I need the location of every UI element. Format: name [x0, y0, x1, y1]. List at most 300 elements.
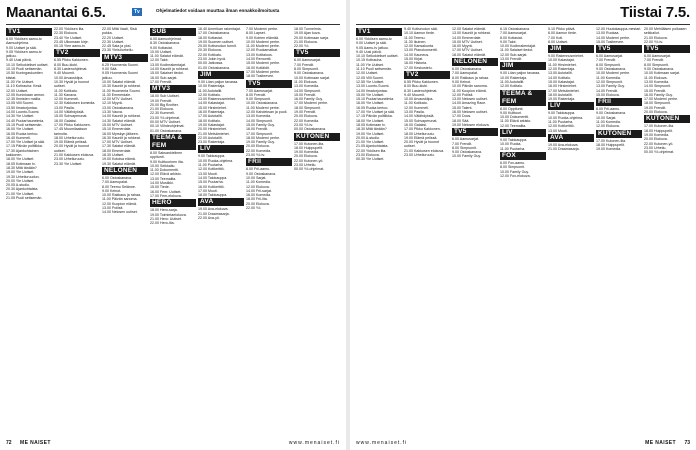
program-listing: 23.00 Urheilu.: [294, 163, 317, 168]
program-listing: 21.00 Kakkosen elokuva.: [404, 148, 445, 153]
program-listing: 12.00 Kansakunta.: [404, 44, 434, 49]
program-listing: 11.00 Puutarha.: [548, 120, 574, 125]
program-listing: 10.00 Kodinrakentajat.: [500, 44, 536, 49]
program-listing: 19.00 Frendit.: [150, 98, 173, 103]
listing-column: [404, 27, 450, 429]
program-listing: 10.00 Seikkailu.: [150, 163, 176, 168]
program-listing: 17.00 Kutonen-ilta.: [596, 138, 627, 143]
channel-header: JIM: [500, 62, 546, 70]
program-listing: 6.00 Fox-aamu.: [500, 160, 526, 165]
program-listing: 9.00 Talokauppa.: [198, 154, 226, 159]
magazine-brand: ME NAISET: [20, 440, 51, 446]
program-listing: 00.00 Yö-ohjelmat.: [294, 167, 325, 172]
channel-header: TV1: [356, 28, 402, 36]
program-listing: 14.00 Emmerdale.: [452, 35, 482, 40]
program-listing: 19.00 Frendit.: [294, 110, 317, 115]
program-listing: 10.15 Puoli seitsemän.: [6, 67, 43, 72]
program-listing: 15.00 Family Guy.: [246, 122, 275, 127]
program-listing: 15.00 Sohvaperunat.: [404, 118, 438, 123]
program-listing: 18.00 Huippupelit.: [644, 128, 673, 133]
program-listing: 9.05 Aamu-tv jatkuu.: [356, 45, 389, 50]
program-listing: 11.10 Puoli seitsemän.: [356, 67, 393, 72]
program-listing: 16.40 Amerikan rakentajat.: [198, 27, 241, 31]
program-listing: 19.00 Komedia.: [596, 147, 622, 152]
program-listing: 17.00 MTV Uutiset.: [102, 140, 133, 145]
program-listing: 8.00 Teemu Selänne.: [102, 184, 136, 189]
program-listing: 22.00 Kotikatu.: [198, 52, 222, 57]
channel-header: LIV: [548, 102, 594, 110]
program-listing: 13.00 Ruokaa.: [596, 31, 620, 36]
program-listing: 14.00 Talokauppa.: [198, 175, 228, 180]
program-listing: 6.00 Aamusarjat.: [452, 137, 479, 142]
program-listing: 10.00 Rakkaus ja rahaa.: [102, 193, 141, 198]
program-listing: 13.00 Muoti.: [548, 128, 568, 133]
magazine-url: www.menaiset.fi: [356, 440, 408, 446]
channel-header: NELONEN: [452, 58, 498, 66]
program-listing: 17.30 Ajankohtainen kakkonen.: [6, 148, 39, 158]
program-listing: 20.30 Elokuva.: [198, 48, 222, 53]
program-listing: 10.00 Salatut elämät.: [102, 79, 136, 84]
program-listing: 9.00 Kotiasiat.: [150, 45, 173, 50]
program-listing: 11.00 Salaiset tiedot.: [500, 48, 534, 53]
program-listing: 22.00 Kutonen-yö.: [294, 158, 324, 163]
program-listing: 16.00 Frendit.: [246, 127, 269, 132]
program-listing: 00.10 Viihdeohjelmat.: [150, 124, 185, 129]
program-listing: 17.00 Fem-elokuva.: [150, 193, 182, 198]
page-number: 73: [684, 440, 690, 446]
program-listing: 14.00 Amazing Race.: [452, 101, 487, 106]
program-listing: 10.00 Sarjat.: [596, 115, 617, 120]
program-listing: 12.00 Kotitalo.: [500, 84, 523, 89]
program-listing: 16.00 Historia.: [404, 61, 428, 66]
program-listing: 18.00 Urheiluruutu.: [404, 131, 435, 136]
channel-header: TV5: [596, 45, 642, 53]
listing-column: [356, 27, 402, 429]
program-listing: 10.00 Rakentaja.: [500, 75, 528, 80]
program-listing: 10.50 Kuningaskuntien kiistat.: [6, 71, 43, 80]
channel-header: FRII: [596, 98, 642, 106]
program-listing: 19.00 Suomen uutiset.: [198, 39, 234, 44]
channel-header: TEEMA & FEM: [500, 90, 546, 106]
program-listing: 21.00 Draamasarja.: [548, 147, 580, 152]
program-listing: 18.00 Sää.: [452, 118, 470, 123]
program-listing: 17.00 Kutonen-ilta.: [644, 124, 675, 129]
program-listing: 9.40 Kotiseudun sää.: [404, 27, 438, 31]
program-listing: 22.00 Ykkösen ilta.: [54, 27, 85, 31]
program-listing: 6.00 Ostoskanava.: [452, 67, 482, 72]
program-listing: 9.00 Talot.: [500, 39, 517, 44]
program-listing: 11.00 Kotikatu.: [54, 88, 78, 93]
program-listing: 12.00 Huutokauppa-mestari.: [596, 27, 642, 31]
program-listing: 13.00 Nelosen uutiset.: [452, 97, 488, 102]
program-listing: 00.00 MTV Uutiset.: [150, 120, 181, 125]
program-listing: 10.00 Kalastajat.: [548, 58, 575, 63]
program-listing: 8.00 Simpsonit.: [452, 145, 477, 150]
program-listing: 13.00 Ostoskanava.: [102, 105, 134, 110]
program-listing: 8.00 Simpsonit.: [644, 62, 669, 67]
program-listing: 12.00 Elokuva.: [246, 184, 270, 189]
program-listing: 7.00 Koti.: [548, 35, 564, 40]
program-listing: 11.00 Elävä arkisto.: [500, 119, 532, 124]
program-listing: 15.00 MTV Uutiset.: [102, 122, 133, 127]
listing-column: [198, 27, 244, 429]
program-listing: 17.00 Docs.: [452, 114, 472, 119]
program-listing: 14.00 Simpsonit.: [644, 84, 671, 89]
program-listing: 6.00 Aamusarjat.: [644, 54, 671, 59]
program-listing: 21.00 Elokuva.: [150, 107, 174, 112]
program-listing: 10.00 Uutiset.: [150, 49, 173, 54]
program-listing: 23.00 Jokin hyvä.: [198, 57, 226, 62]
program-listing: 17.00 MTV Uutiset.: [452, 48, 483, 53]
program-listing: 20.00 Elokuva.: [644, 110, 668, 115]
program-listing: 8.00 Frii-aamu.: [246, 167, 271, 172]
program-listing: 19.30 Salatut elämät.: [102, 161, 136, 166]
program-listing: 11.00 Komedia.: [596, 75, 621, 80]
program-listing: 14.00 Nelosen uutiset.: [102, 210, 138, 215]
left-page-footer: [6, 436, 340, 446]
program-listing: 9.00 Ostoskanava.: [246, 171, 276, 176]
program-listing: 17.00 Moderni perhe.: [644, 97, 679, 102]
section-tag: Tv: [134, 9, 140, 15]
program-listing: 6.25 Huomenta Suomi.: [102, 62, 139, 67]
program-listing: 16.05 Ruoka kertoo.: [356, 105, 389, 110]
program-listing: 14.00 Ilmatorjuntaa.: [356, 88, 388, 93]
program-listing: 6.00 Aamusarjat.: [596, 54, 623, 59]
program-listing: 16.00 Galaksi.: [54, 118, 77, 123]
program-listing: 22.00 Komedia.: [246, 148, 272, 153]
program-listing: 12.00 Kotikeittiö.: [548, 124, 575, 129]
program-listing: 16.00 Hirsimiehet.: [548, 84, 577, 89]
program-listing: 10.00 Moderni perhe.: [596, 71, 631, 76]
program-listing: 12.00 Fox-elokuva.: [500, 173, 531, 178]
program-listing: 7.00 Frendit.: [644, 58, 665, 63]
program-listing: 14.30 Salatut elämät.: [102, 118, 136, 123]
program-listing: 18.00 Kotitalo.: [198, 118, 221, 123]
program-listing: 18.00 Huippupelit.: [596, 142, 625, 147]
program-listing: 15.00 Hirsimiehet.: [198, 105, 227, 110]
program-listing: 23.00 Urheilu.: [644, 145, 667, 150]
program-listing: 13.00 Luonto-Suomi.: [356, 84, 390, 89]
program-listing: 15.10 Puutarhaunelmia.: [356, 97, 395, 102]
program-listing: 18.00 Tunnelmia.: [294, 27, 322, 31]
program-listing: 10.30 Kauniit ja rohkeat.: [102, 84, 141, 89]
program-listing: 10.00 Ruoka-ohjelma.: [548, 115, 584, 120]
program-listing: 21.00 Draamasarja.: [198, 211, 230, 216]
program-listing: 10.00 Ruoka-ohjelma.: [198, 158, 234, 163]
program-listing: 20.00 Elokuva.: [294, 154, 318, 159]
program-listing: 11.00 Päivän sanoma.: [102, 197, 138, 202]
program-listing: 10.00 Ostoskanava.: [246, 101, 278, 106]
program-listing: 9.00 Ostoskanava.: [644, 67, 674, 72]
program-listing: 20.00 Yle Uutiset.: [6, 178, 35, 183]
program-listing: 9.00 Kulttuurinen ilta.: [150, 159, 184, 164]
program-listing: 9.00 Ostoskanava.: [294, 71, 324, 76]
program-listing: 14.00 Simpsonit.: [246, 118, 273, 123]
program-listing: 17.15 Päivän politiikka.: [6, 144, 43, 149]
program-listing: 10.00 Arvauskilpa.: [404, 97, 434, 102]
program-listing: 9.00 Uutiset ja sää.: [356, 41, 387, 46]
program-listing: 9.00 Keinot.: [452, 79, 472, 84]
program-listing: 16.00 Kotikeittiö.: [198, 184, 225, 189]
program-listing: 11.00 Hirsimiehet.: [548, 62, 577, 67]
program-listing: 12.00 Sub-sarjat.: [500, 52, 528, 57]
program-listing: 12.00 MTV Uutiset.: [102, 97, 133, 102]
program-listing: 11.00 Elokuva.: [644, 75, 668, 80]
program-listing: 16.00 Galaksi.: [404, 122, 427, 127]
program-listing: 19.00 Komedia.: [294, 150, 320, 155]
program-listing: 17.00 Pikku Kakkonen.: [54, 122, 91, 127]
program-listing: 13.30 Vauva.: [102, 110, 123, 115]
program-listing: 5.10 Pikku päivä.: [548, 27, 576, 31]
program-listing: 9.00 Rakennusmiehet.: [548, 54, 584, 59]
program-listing: 13.00 Muoti.: [198, 171, 218, 176]
program-listing: 10.00 Rakentaja.: [198, 84, 226, 89]
program-listing: 18.05 Kotimaan tv.: [356, 122, 386, 127]
program-listing: 18.00 Salatut elämät.: [452, 52, 486, 57]
program-listing: 8.00 Simpsonit.: [500, 165, 525, 170]
program-listing: 6.00 Aamun tiede.: [548, 31, 577, 36]
program-listing: 18.00 Hero-sarja.: [150, 208, 178, 213]
program-listing: 7.00 Frendit.: [294, 62, 315, 67]
program-listing: 12.00 Kotikeittiö.: [198, 167, 225, 172]
program-listing: 8.30 Ostoskanava.: [150, 41, 180, 46]
program-listing: 16.00 Myrskyn jälkeen.: [102, 131, 139, 136]
program-listing: 23.00 Urheiluruutu.: [54, 157, 85, 162]
program-listing: 15.00 Salaiset tiedot.: [150, 71, 184, 76]
left-listing-columns: [6, 27, 340, 429]
listing-column: [500, 27, 546, 429]
program-listing: 11.00 Moderni perhe.: [246, 105, 280, 110]
program-listing: 18.00 Huippupelit.: [294, 145, 323, 150]
program-listing: 20.30 Ajankohtaista.: [6, 187, 39, 192]
program-listing: 15.00 Sohvaperunat.: [54, 114, 88, 119]
program-listing: 22.00 Yö.: [294, 44, 310, 49]
program-listing: 11.00 Puutarha.: [198, 163, 224, 168]
program-listing: 8.00 Buu-klubi.: [404, 84, 428, 89]
program-listing: 8.30 Lastenohjelmat.: [404, 88, 438, 93]
program-listing: 9.00 Kulttuuri.: [500, 110, 523, 115]
program-listing: 8.00 Buu-klubi.: [54, 62, 78, 67]
program-listing: 21.00 Kakkosen elokuva.: [54, 153, 95, 158]
program-listing: 18.00 Sub Uutiset.: [150, 94, 180, 99]
program-listing: 16.00 Family Guy.: [294, 97, 323, 102]
program-listing: 21.00 Elokuva.: [294, 39, 318, 44]
program-listing: 11.00 Autotallit.: [500, 79, 525, 84]
program-listing: 00.00 Yö-ohjelmat.: [644, 150, 675, 155]
program-listing: 17.00 Pikku Kakkonen.: [404, 127, 441, 132]
channel-header: TV1: [6, 28, 52, 36]
program-listing: 21.00 Elokuva.: [644, 35, 668, 40]
channel-header: AVA: [548, 134, 594, 142]
program-listing: 18.30 Mitä tänään?: [6, 165, 37, 170]
program-listing: 12.35 Ihmisten mailla.: [6, 97, 41, 102]
program-listing: 10.15 Kotirauha.: [356, 58, 383, 63]
program-listing: 9.40 Muumit.: [404, 92, 425, 97]
channel-header: MTV3: [150, 85, 196, 93]
program-listing: 10.10 Aamun tiede.: [404, 31, 435, 36]
program-listing: 10.00 Ruoka.: [500, 142, 522, 147]
listing-column: [246, 27, 292, 429]
program-listing: 9.00 Ostoskanava.: [452, 150, 482, 155]
program-listing: 17.00 Frendit.: [150, 79, 173, 84]
program-listing: 12.00 Elokuva.: [596, 124, 620, 129]
program-listing: 9.00 Ostoskanava.: [596, 111, 626, 116]
program-listing: 21.00 Yle Uutiset.: [356, 140, 385, 145]
program-listing: 8.00 Rakkaus ja rahaa.: [452, 75, 489, 80]
program-listing: 11.00 Komedia.: [596, 120, 621, 125]
program-listing: 9.00 Koirien elämää.: [246, 35, 279, 40]
program-listing: 17.15 Päivän politiikka.: [356, 114, 393, 119]
program-listing: 22.20 Uutiset.: [102, 35, 125, 40]
program-listing: 23.00 Rakentaja.: [198, 140, 226, 145]
program-listing: 14.00 Musiikki.: [150, 181, 174, 186]
program-listing: 7.00 Aamupalat.: [452, 71, 478, 76]
listing-column: [150, 27, 196, 429]
program-listing: 22.00 Mitä Vaati, Sisä pokka.: [102, 27, 137, 36]
program-listing: 22.00 Hero-ilta.: [150, 221, 175, 226]
program-listing: 14.00 Simpsonit.: [294, 88, 321, 93]
program-listing: 16.00 Rakentaja.: [198, 110, 226, 115]
program-listing: 13.00 Kotitalous.: [246, 52, 273, 57]
program-listing: 12.55 Yle Uutiset.: [356, 79, 385, 84]
listing-column: [6, 27, 52, 429]
program-listing: 7.00 Frendit.: [596, 58, 617, 63]
program-listing: 22.30 Uutiset.: [102, 39, 125, 44]
program-listing: 14.00 Kauneus.: [404, 52, 430, 57]
program-listing: 8.00 Simpsonit.: [596, 62, 621, 67]
program-listing: 8.00 Uutiset.: [548, 39, 569, 44]
program-listing: 18.00 Tositeevee.: [246, 74, 275, 79]
program-listing: 15.00 Frendit.: [294, 92, 317, 97]
program-listing: 20.00 Elokuva.: [644, 137, 668, 142]
program-listing: 10.30 Hyvät ja huonot uutiset.: [54, 79, 89, 89]
program-listing: 22.00 Yö-tv.: [644, 39, 664, 44]
program-listing: 10.00 Moderni perhe.: [246, 39, 281, 44]
program-listing: 18.00 Simpsonit.: [644, 101, 671, 106]
program-listing: 16.00 Sub-sarjat.: [150, 75, 178, 80]
program-listing: 00.30 Yle Uutiset.: [356, 157, 385, 162]
program-listing: 23.40 Yle Uutiset.: [54, 35, 83, 40]
program-listing: 17.00 Muoti.: [198, 188, 218, 193]
program-listing: 6.00 Ykkösen aamu-tv. Aamuohjelma.: [6, 37, 43, 46]
program-listing: 17.00 Simpsonit.: [246, 131, 273, 136]
program-listing: 19.00 Komedia.: [644, 132, 670, 137]
header-blurb: Ohjelmatiedot voidaan muuttaa ilman ennakkoilmoitusta: [156, 8, 280, 13]
program-listing: 18.00 Kotiasiat.: [198, 35, 223, 40]
program-listing: 8.00 Oppitunti.: [500, 106, 524, 111]
program-listing: 14.00 Kalastajat.: [198, 101, 225, 106]
channel-header: KUTONEN: [596, 130, 642, 138]
program-listing: 16.30 Kauniit ja rohkeat.: [102, 135, 141, 140]
program-listing: 18.00 Talokauppa.: [198, 193, 228, 198]
program-listing: 11.10 Kotirauha: Kesä.: [6, 84, 43, 89]
program-listing: 11.30 Ikuinen.: [404, 39, 427, 44]
program-listing: 23.00 Elokuva.: [356, 153, 380, 158]
program-listing: 19.00 Kalastajat.: [198, 122, 225, 127]
program-listing: 14.00 Kauniit ja rohkeat.: [150, 67, 189, 72]
program-listing: 15.00 Tiede.: [150, 185, 170, 190]
program-listing: 10.00 Päivän sanoma.: [452, 84, 488, 89]
program-listing: 22.00 Yö.: [246, 205, 262, 210]
program-listing: 10.10 Selkokieliset uutiset.: [6, 62, 49, 67]
program-listing: 8.30 Lastenohjelmat.: [54, 67, 88, 72]
program-listing: 9.05 Huomenta Suomi jatkuu.: [102, 71, 138, 80]
program-listing: 12.00 Uutiset.: [6, 88, 29, 93]
program-listing: 20.05 A-studio.: [6, 183, 30, 188]
program-listing: 16.40 Kummeli.: [6, 135, 31, 140]
program-listing: 8.00 Frii-aamu.: [596, 107, 621, 112]
program-listing: 12.00 Ruokamatkat.: [246, 48, 279, 53]
program-listing: 23.00 Yö-tv.: [246, 153, 266, 158]
program-listing: 16.00 Family Guy.: [644, 92, 673, 97]
page-number: 72: [6, 440, 12, 446]
program-listing: 19.00 Rakentaja.: [548, 97, 576, 102]
program-listing: 13.00 Komedia.: [644, 79, 670, 84]
program-listing: 13.00 Komedia.: [246, 114, 272, 119]
channel-header: FRII: [246, 158, 292, 166]
program-listing: 17.30 Salatut elämät.: [102, 144, 136, 149]
program-listing: 15.00 Moderni perhe.: [246, 61, 281, 66]
program-listing: 14.00 Remontti.: [246, 57, 272, 62]
listing-column: [644, 27, 690, 429]
program-listing: 00.15 Ylen aamu-tv.: [54, 44, 86, 49]
program-listing: 22.00 Ava-yö.: [198, 215, 220, 220]
program-listing: 17.00 Moderni perhe.: [294, 101, 329, 106]
program-listing: 7.00 Frendit.: [452, 141, 473, 146]
program-listing: 6.00 Aamuohjelmat.: [150, 37, 182, 41]
program-listing: 18.00 Yle Uutiset.: [6, 157, 35, 162]
program-listing: 8.00 Frendit.: [246, 92, 267, 97]
program-listing: 12.00 Rakentaja.: [548, 67, 576, 72]
program-listing: 16.00 Kotiäidit.: [246, 65, 270, 70]
program-listing: 20.00 Elokuva.: [246, 201, 270, 206]
program-listing: 12.00 Kuopion elämä.: [102, 201, 137, 206]
program-listing: 19.00 Ava-elokuva.: [198, 207, 229, 212]
listing-column: [596, 27, 642, 429]
program-listing: 19.00 Ajan kuva.: [294, 31, 321, 36]
program-listing: 8.00 Lapset.: [246, 31, 266, 36]
program-listing: 21.05 Ajankohtaista.: [356, 144, 389, 149]
program-listing: 20.00 Kotiseudun tunnit.: [198, 44, 237, 49]
program-listing: 13.00 Poliisit.: [102, 205, 124, 210]
program-listing: 11.30 Emmerdale.: [102, 92, 132, 97]
program-listing: 23.45 Ulkomaan kirje.: [54, 39, 89, 44]
channel-header: SUB: [150, 28, 196, 36]
program-listing: 7.00 Aamusarjat.: [246, 88, 273, 93]
program-listing: 21.00 Metsämiehet.: [198, 131, 230, 136]
channel-header: KUTONEN: [644, 115, 690, 123]
program-listing: 16.00 Myyrä.: [452, 44, 473, 49]
program-listing: 10.10 Selkokieliset uutiset.: [356, 54, 399, 59]
program-listing: 13.00 Pianokonsertti.: [404, 48, 438, 53]
program-listing: 9.00 Keinot.: [102, 188, 122, 193]
program-listing: 19.00 Toimintaelokuva.: [150, 212, 187, 217]
program-listing: 12.00 Kotitalo.: [198, 92, 221, 97]
program-listing: 10.00 Arvauskilpa.: [54, 75, 84, 80]
program-listing: 13.00 Autotallit.: [548, 71, 573, 76]
program-listing: 6.55 Pikku Kakkonen.: [54, 58, 89, 63]
program-listing: 18.00 Autotallit.: [548, 92, 573, 97]
program-listing: 10.00 Kotimaan sarjat.: [644, 71, 680, 76]
program-listing: 15.00 Talent.: [452, 105, 473, 110]
program-listing: 14.40 Puutarhaunelmia.: [6, 118, 45, 123]
program-listing: 13.00 Kodinrakentajat.: [150, 62, 186, 67]
program-listing: 9.00 Liian paljon tavaraa.: [500, 71, 541, 76]
program-listing: 20.00 Hyvät ja huonot uutiset.: [54, 144, 89, 153]
program-listing: 14.00 Kotitalo.: [548, 75, 571, 80]
program-listing: 19.00 Yle Uutiset.: [6, 170, 35, 175]
program-listing: 12.05 Villi Suomi.: [356, 75, 384, 80]
